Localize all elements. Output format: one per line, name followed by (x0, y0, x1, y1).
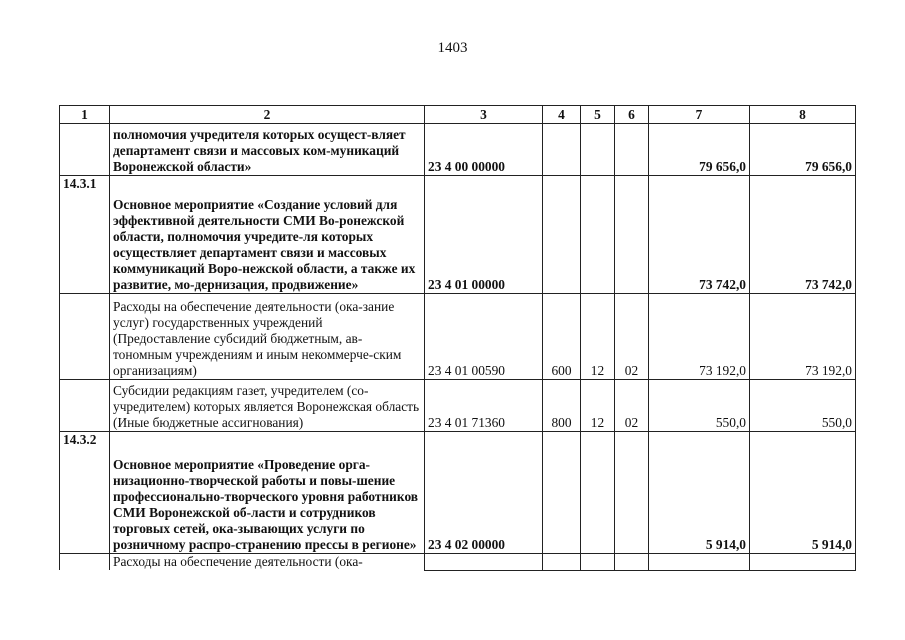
row-code: 23 4 01 00590 (425, 294, 543, 380)
row-code: 23 4 00 00000 (425, 124, 543, 176)
column-header-8: 8 (750, 106, 856, 124)
row-col4 (543, 432, 581, 554)
row-amount-7: 550,0 (649, 380, 750, 432)
row-col5 (581, 554, 615, 571)
row-col4: 600 (543, 294, 581, 380)
table-header-row (60, 106, 856, 124)
row-col6 (615, 176, 649, 294)
table-row (60, 432, 856, 554)
table-row (60, 124, 856, 176)
row-code: 23 4 01 00000 (425, 176, 543, 294)
row-amount-7 (649, 554, 750, 571)
row-amount-8: 5 914,0 (750, 432, 856, 554)
row-number (60, 294, 110, 380)
column-header-1: 1 (60, 106, 110, 124)
row-col5 (581, 432, 615, 554)
row-col4 (543, 124, 581, 176)
row-description: Основное мероприятие «Проведение орга-низационно-творческой работы и повы-шение профессионально-творческого уровня работников СМИ Воронежской об-ласти и сотрудников торговых сетей, ока-зывающих услуги по розничному распро-странению прессы в регионе» (110, 432, 425, 554)
row-number: 14.3.2 (60, 432, 110, 554)
row-description: Субсидии редакциям газет, учредителем (со-учредителем) которых является Воронежская область (Иные бюджетные ассигнования) (110, 380, 425, 432)
table-row (60, 554, 856, 571)
row-amount-8: 79 656,0 (750, 124, 856, 176)
row-number (60, 124, 110, 176)
row-col4: 800 (543, 380, 581, 432)
budget-table (59, 105, 856, 571)
row-description: Основное мероприятие «Создание условий для эффективной деятельности СМИ Во-ронежской области, полномочия учредите-ля которых осуществляет департамент связи и массовых коммуникаций Воро-нежской области, а также их развитие, мо-дернизация, продвижение» (110, 176, 425, 294)
table-row (60, 380, 856, 432)
row-code: 23 4 01 71360 (425, 380, 543, 432)
row-amount-7: 5 914,0 (649, 432, 750, 554)
row-number (60, 554, 110, 571)
row-amount-7: 73 742,0 (649, 176, 750, 294)
row-col6: 02 (615, 380, 649, 432)
row-code (425, 554, 543, 571)
row-number: 14.3.1 (60, 176, 110, 294)
row-col6: 02 (615, 294, 649, 380)
row-col4 (543, 554, 581, 571)
row-col6 (615, 554, 649, 571)
row-amount-7: 79 656,0 (649, 124, 750, 176)
column-header-4: 4 (543, 106, 581, 124)
column-header-5: 5 (581, 106, 615, 124)
row-amount-8: 73 742,0 (750, 176, 856, 294)
row-description: Расходы на обеспечение деятельности (ока- (110, 554, 425, 571)
column-header-2: 2 (110, 106, 425, 124)
row-amount-8: 550,0 (750, 380, 856, 432)
column-header-7: 7 (649, 106, 750, 124)
row-col5 (581, 124, 615, 176)
row-col5 (581, 176, 615, 294)
table-row (60, 294, 856, 380)
row-col6 (615, 432, 649, 554)
page-number: 1403 (437, 40, 468, 56)
row-col4 (543, 176, 581, 294)
row-amount-7: 73 192,0 (649, 294, 750, 380)
row-code: 23 4 02 00000 (425, 432, 543, 554)
row-col6 (615, 124, 649, 176)
column-header-3: 3 (425, 106, 543, 124)
row-number (60, 380, 110, 432)
table-row (60, 176, 856, 294)
row-col5: 12 (581, 294, 615, 380)
column-header-6: 6 (615, 106, 649, 124)
row-amount-8: 73 192,0 (750, 294, 856, 380)
row-col5: 12 (581, 380, 615, 432)
row-amount-8 (750, 554, 856, 571)
row-description: Расходы на обеспечение деятельности (ока-зание услуг) государственных учреждений (Предоставление субсидий бюджетным, ав-тономным учреждениям и иным некоммерче-ским организациям) (110, 294, 425, 380)
row-description: полномочия учредителя которых осущест-вляет департамент связи и массовых ком-муникаций Воронежской области» (110, 124, 425, 176)
